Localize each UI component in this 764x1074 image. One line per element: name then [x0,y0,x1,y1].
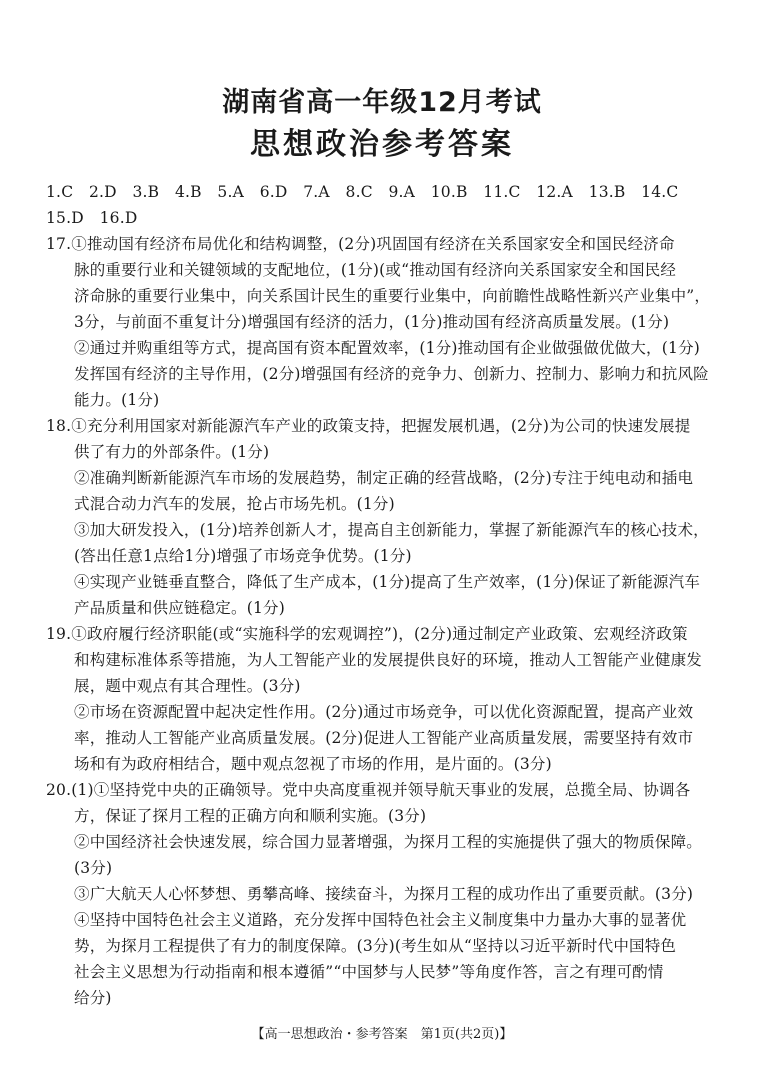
answer-line: ②准确判断新能源汽车市场的发展趋势，制定正确的经营战略，(2分)专注于纯电动和插电 [74,469,694,487]
page-title: 湖南省高一年级12月考试 [222,87,542,118]
answer-line: 势，为探月工程提供了有力的制度保障。(3分)(考生如从“坚持以习近平新时代中国特色 [74,937,677,955]
answer-line: 发挥国有经济的主导作用，(2分)增强国有经济的竞争力、创新力、控制力、影响力和抗风险 [74,365,709,383]
answer-line: 17.①推动国有经济布局优化和结构调整，(2分)巩固国有经济在关系国家安全和国民经济命 [46,235,675,253]
answer-line: 19.①政府履行经济职能(或“实施科学的宏观调控”)，(2分)通过制定产业政策、宏观经济政策 [46,625,688,643]
page-footer: 【高一思想政治・参考答案 第1页(共2页)】 [251,1027,513,1042]
answer-line: 脉的重要行业和关键领域的支配地位，(1分)(或“推动国有经济向关系国家安全和国民经 [74,261,677,279]
answer-line: (3分) [74,859,113,877]
answer-line: (答出任意1点给1分)增强了市场竞争优势。(1分) [74,547,412,565]
answer-line: ③加大研发投入，(1分)培养创新人才，提高自主创新能力，掌握了新能源汽车的核心技术， [74,521,709,539]
answer-line: 15.D 16.D [46,209,138,227]
answer-line: 供了有力的外部条件。(1分) [74,443,270,461]
answer-line: ②通过并购重组等方式，提高国有资本配置效率，(1分)推动国有企业做强做优做大，(1分) [74,339,701,357]
answer-line: 和构建标准体系等措施，为人工智能产业的发展提供良好的环境，推动人工智能产业健康发 [74,651,703,669]
answer-line: 场和有为政府相结合，题中观点忽视了市场的作用，是片面的。(3分) [74,755,552,773]
answer-line: ②中国经济社会快速发展，综合国力显著增强，为探月工程的实施提供了强大的物质保障。 [74,833,703,851]
page-subtitle: 思想政治参考答案 [250,127,514,162]
answer-line: 能力。(1分) [74,391,160,409]
answer-line: 方，保证了探月工程的正确方向和顺利实施。(3分) [74,807,427,825]
answer-line: ②市场在资源配置中起决定性作用。(2分)通过市场竞争，可以优化资源配置，提高产业效 [74,703,694,721]
answer-line: 给分) [74,989,112,1007]
answer-line: 3分，与前面不重复计分)增强国有经济的活力，(1分)推动国有经济高质量发展。(1分) [74,313,670,331]
answer-line: 社会主义思想为行动指南和根本遵循”“中国梦与人民梦”等角度作答，言之有理可酌情 [74,963,664,981]
answer-line: ④实现产业链垂直整合，降低了生产成本，(1分)提高了生产效率，(1分)保证了新能源汽车 [74,573,701,591]
answer-line: 式混合动力汽车的发展，抢占市场先机。(1分) [74,495,395,513]
answer-line: ③广大航天人心怀梦想、勇攀高峰、接续奋斗，为探月工程的成功作出了重要贡献。(3分) [74,885,694,903]
answer-line: 济命脉的重要行业集中，向关系国计民生的重要行业集中，向前瞻性战略性新兴产业集中”， [74,287,711,305]
answer-line: 20.(1)①坚持党中央的正确领导。党中央高度重视并领导航天事业的发展，总揽全局、协调各 [46,781,691,799]
answer-line: 率，推动人工智能产业高质量发展。(2分)促进人工智能产业高质量发展，需要坚持有效市 [74,729,694,747]
answer-line: ④坚持中国特色社会主义道路，充分发挥中国特色社会主义制度集中力量办大事的显著优 [74,911,687,929]
answer-line: 展，题中观点有其合理性。(3分) [74,677,301,695]
answer-line: 1.C 2.D 3.B 4.B 5.A 6.D 7.A 8.C 9.A 10.B 11.C 12.A 13.B 14.C [46,183,679,201]
answer-line: 产品质量和供应链稳定。(1分) [74,599,285,617]
answer-line: 18.①充分利用国家对新能源汽车产业的政策支持，把握发展机遇，(2分)为公司的快速发展提 [46,417,691,435]
